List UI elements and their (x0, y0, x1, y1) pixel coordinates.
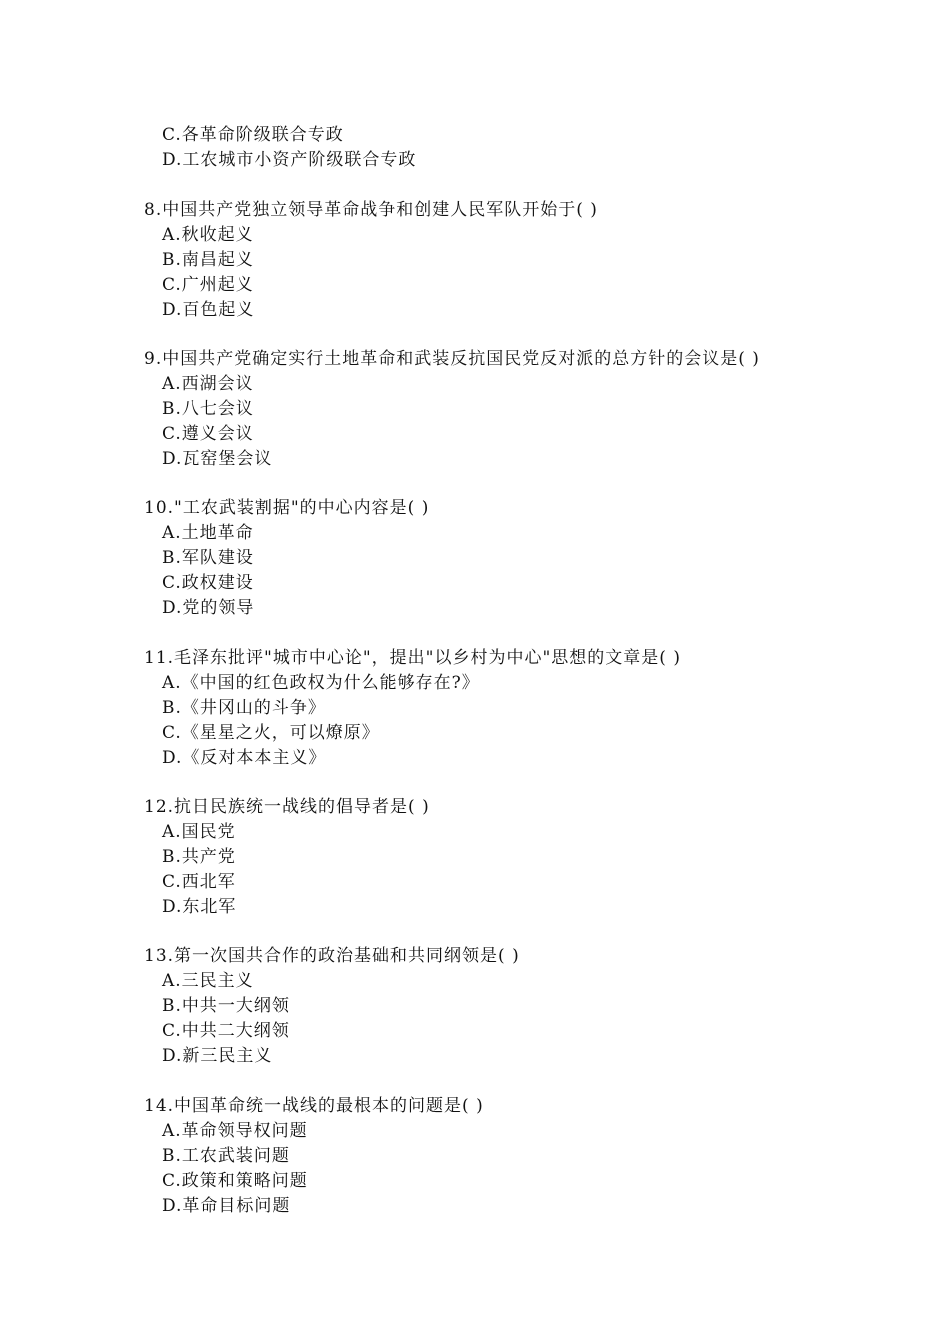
option-a: A.西湖会议 (162, 374, 254, 394)
option-d: D.东北军 (162, 897, 237, 917)
question-9 (144, 347, 864, 472)
question-10 (144, 496, 864, 621)
option-d: D.工农城市小资产阶级联合专政 (162, 150, 417, 170)
option-a: A.《中国的红色政权为什么能够存在?》 (162, 673, 480, 693)
option-c: C.广州起义 (162, 275, 254, 295)
question-stem: 13.第一次国共合作的政治基础和共同纲领是( ) (144, 946, 520, 966)
option-b: B.《井冈山的斗争》 (162, 698, 326, 718)
option-c: C.政策和策略问题 (162, 1171, 308, 1191)
option-c: C.政权建设 (162, 573, 254, 593)
question-stem: 14.中国革命统一战线的最根本的问题是( ) (144, 1096, 484, 1116)
question-stem: 8.中国共产党独立领导革命战争和创建人民军队开始于( ) (144, 200, 598, 220)
option-d: D.党的领导 (162, 598, 255, 618)
option-a: A.秋收起义 (162, 225, 254, 245)
question-12 (144, 795, 864, 920)
question-stem: 9.中国共产党确定实行土地革命和武装反抗国民党反对派的总方针的会议是( ) (144, 349, 760, 369)
option-c: C.各革命阶级联合专政 (162, 125, 344, 145)
question-stem: 11.毛泽东批评"城市中心论"，提出"以乡村为中心"思想的文章是( ) (144, 648, 681, 668)
question-13 (144, 944, 864, 1069)
option-a: A.土地革命 (162, 523, 254, 543)
option-c: C.中共二大纲领 (162, 1021, 290, 1041)
option-a: A.国民党 (162, 822, 236, 842)
option-d: D.新三民主义 (162, 1046, 273, 1066)
option-b: B.工农武装问题 (162, 1146, 290, 1166)
option-d: D.百色起义 (162, 300, 255, 320)
option-c: C.西北军 (162, 872, 236, 892)
option-c: C.《星星之火，可以燎原》 (162, 723, 380, 743)
question-14 (144, 1094, 864, 1219)
option-b: B.南昌起义 (162, 250, 254, 270)
option-d: D.《反对本本主义》 (162, 748, 327, 768)
option-d: D.瓦窑堡会议 (162, 449, 273, 469)
option-b: B.中共一大纲领 (162, 996, 290, 1016)
question-8 (144, 198, 864, 323)
option-d: D.革命目标问题 (162, 1196, 291, 1216)
question-11 (144, 646, 864, 771)
option-a: A.革命领导权问题 (162, 1121, 308, 1141)
partial-question-options (144, 123, 864, 173)
question-stem: 12.抗日民族统一战线的倡导者是( ) (144, 797, 430, 817)
option-b: B.军队建设 (162, 548, 254, 568)
question-stem: 10."工农武装割据"的中心内容是( ) (144, 498, 430, 518)
option-c: C.遵义会议 (162, 424, 254, 444)
option-b: B.八七会议 (162, 399, 254, 419)
option-a: A.三民主义 (162, 971, 254, 991)
option-b: B.共产党 (162, 847, 236, 867)
